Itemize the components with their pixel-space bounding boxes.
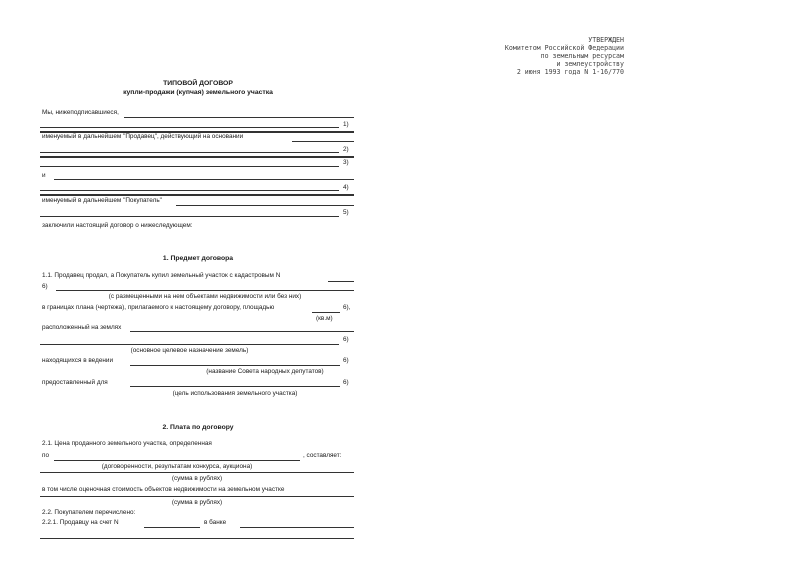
caption-basis: (договоренности, результатам конкурса, аукциона) [101,463,253,470]
caption-council: (название Совета народных депутатов) [206,368,324,375]
caption-use: (цель использования земельного участка) [172,390,298,397]
text-managed: находящихся в ведении [42,357,114,364]
num-6d: 6) [343,357,349,364]
caption-objects: (с размещенными на нем объектами недвижимости или без них) [108,293,302,300]
line-object [56,290,354,291]
line-bank [240,527,354,528]
approval-line-5: 2 июня 1993 года N 1-16/770 [516,68,624,76]
approval-line-1: УТВЕРЖДЕН [588,36,624,44]
line-cadastral [328,281,354,282]
line-basis-b [40,152,339,153]
preamble-concluded: заключили настоящий договор о нижеследующем: [42,222,193,229]
line-basis-a [292,141,354,142]
line-party-4c [40,194,354,196]
caption-sum-2: (сумма в рублях) [171,499,223,506]
line-buyer-a [176,205,354,206]
line-bank-2 [40,538,354,539]
line-area [312,312,340,313]
num-6e: 6) [343,379,349,386]
num-2: 2) [343,146,349,153]
line-lands-b [40,344,339,345]
line-lands-a [130,331,354,332]
approval-line-4: и землеустройству [556,60,624,68]
line-party-1b [40,127,339,128]
num-6a: 6) [42,283,48,290]
preamble-buyer: именуемый в дальнейшем "Покупатель" [42,197,162,204]
approval-line-2: Комитетом Российской Федерации [504,44,624,52]
clause-1-1: 1.1. Продавец продал, а Покупатель купил земельный участок с кадастровым N [42,272,281,279]
line-party-4b [40,190,339,191]
num-6c: 6) [343,336,349,343]
num-1: 1) [343,121,349,128]
num-5: 5) [343,209,349,216]
num-4: 4) [343,184,349,191]
approval-line-3: по земельным ресурсам [540,52,624,60]
text-including: в том числе оценочная стоимость объектов недвижимости на земельном участке [42,486,285,493]
clause-2-2: 2.2. Покупателем перечислено: [42,509,136,516]
line-basis [54,460,300,461]
preamble-and: и [42,172,46,179]
line-provided [130,386,340,387]
clause-2-1: 2.1. Цена проданного земельного участка, определенная [42,440,212,447]
caption-sqm: (кв.м) [316,315,333,322]
caption-purpose: (основное целевое назначение земель) [130,347,249,354]
line-party-3 [40,166,339,167]
preamble-seller: именуемый в дальнейшем "Продавец", действующий на основании [42,133,244,140]
line-sum-2 [40,496,354,497]
line-party-4a [54,179,354,180]
preamble-we: Мы, нижеподписавшиеся, [42,109,119,116]
document-title: ТИПОВОЙ ДОГОВОР [163,80,233,87]
line-party-1a [124,117,354,118]
num-6b: 6), [343,304,351,311]
line-sum-1 [40,472,354,473]
clause-2-2-1: 2.2.1. Продавцу на счет N [42,519,119,526]
section-2-title: 2. Плата по договору [162,424,234,431]
line-account [144,527,200,528]
text-located: расположенный на землях [42,324,122,331]
section-1-title: 1. Предмет договора [162,255,234,262]
text-amounts: , составляет: [303,452,342,459]
num-3: 3) [343,159,349,166]
caption-sum-1: (сумма в рублях) [171,475,223,482]
document-subtitle: купли-продажи (купчая) земельного участка [123,89,273,96]
line-managed [130,365,340,366]
line-buyer-b [40,216,339,217]
line-basis-c [40,156,354,158]
text-within-plan: в границах плана (чертежа), прилагаемого к настоящему договору, площадью [42,304,275,311]
text-in-bank: в банке [204,519,227,526]
text-provided: предоставленный для [42,379,108,386]
text-by: по [42,452,50,459]
